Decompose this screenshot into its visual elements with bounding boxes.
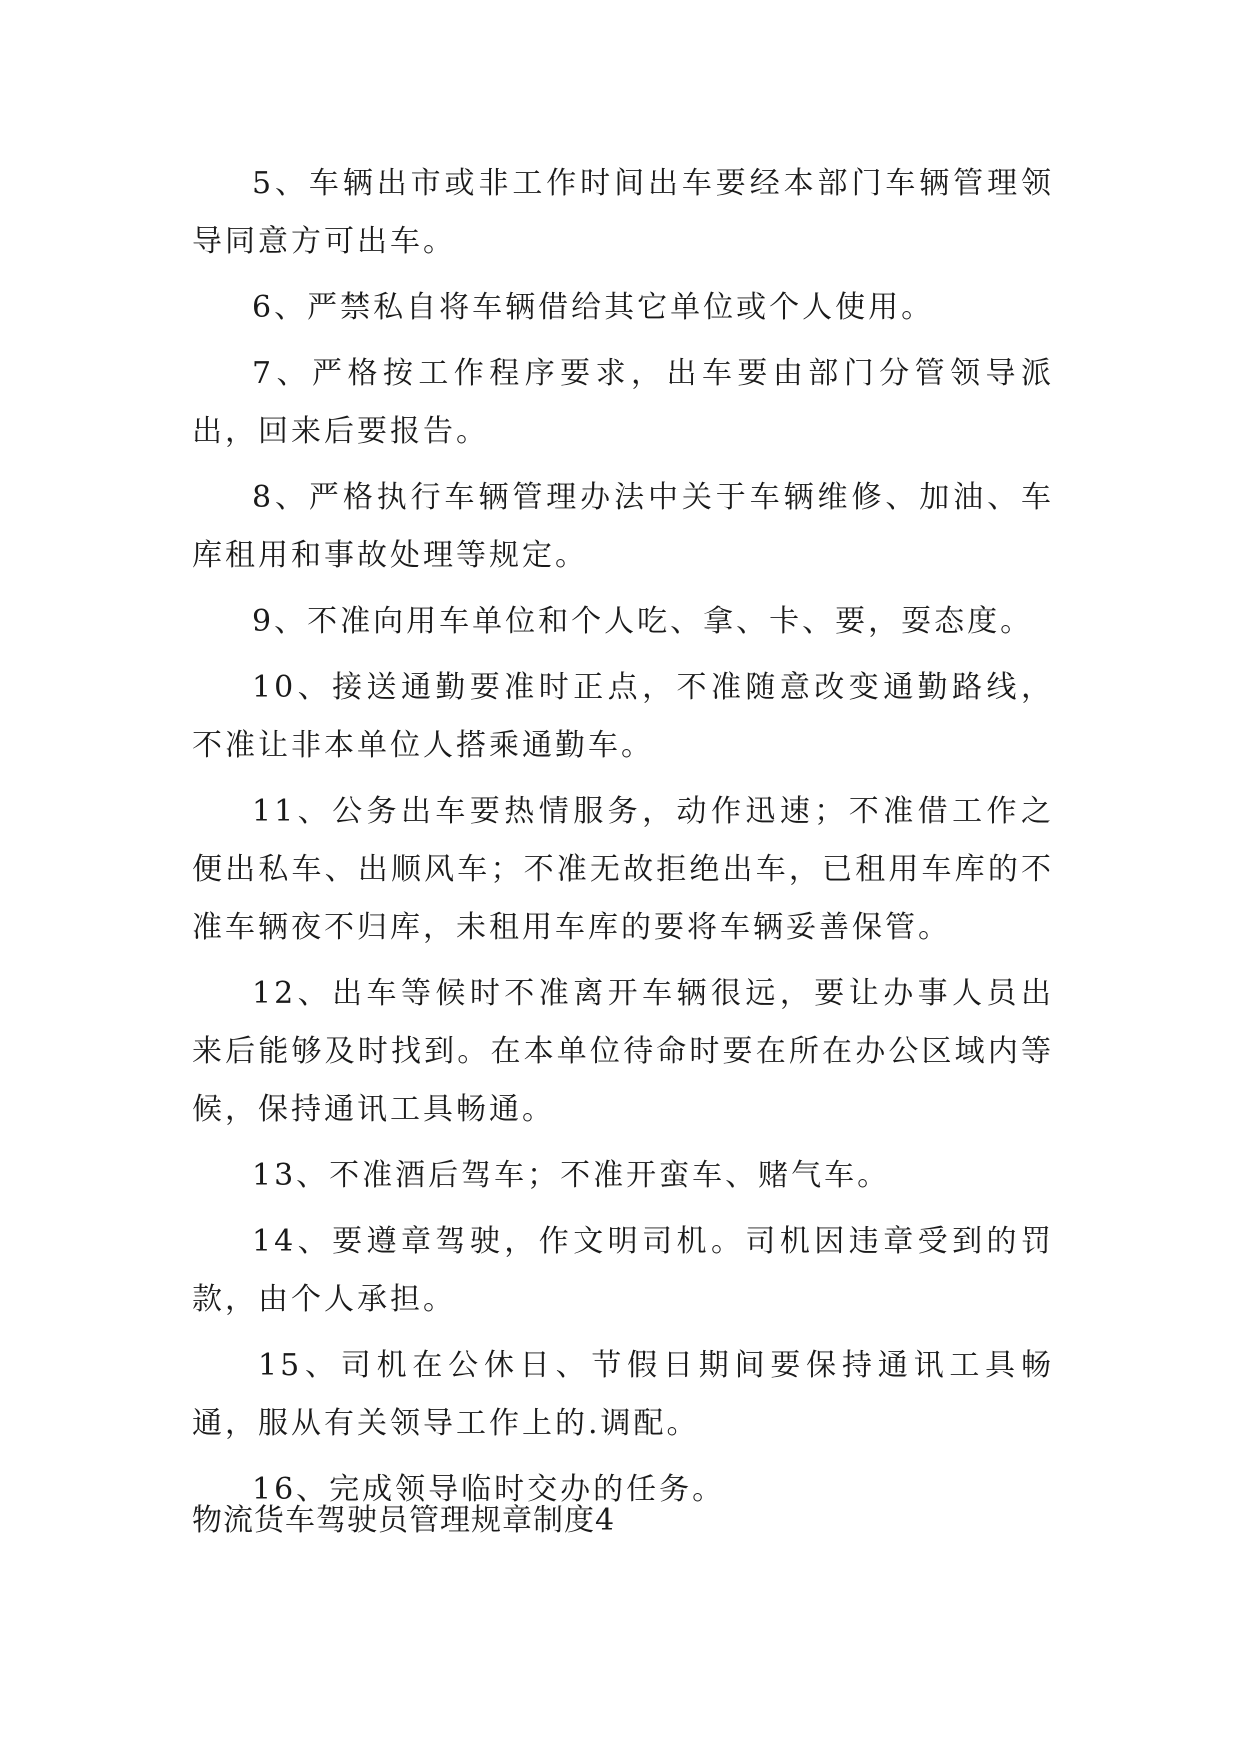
rule-paragraph-15: 15、司机在公休日、节假日期间要保持通讯工具畅通，服从有关领导工作上的.调配。 — [192, 1348, 1054, 1441]
rule-paragraph-13: 13、不准酒后驾车；不准开蛮车、赌气车。 — [252, 1158, 891, 1193]
rule-paragraph-16: 16、完成领导临时交办的任务。 — [252, 1472, 726, 1507]
rule-paragraph-10: 10、接送通勤要准时正点，不准随意改变通勤路线，不准让非本单位人搭乘通勤车。 — [192, 670, 1054, 763]
rule-paragraph-8: 8、严格执行车辆管理办法中关于车辆维修、加油、车库租用和事故处理等规定。 — [192, 480, 1054, 573]
rule-paragraph-5: 5、车辆出市或非工作时间出车要经本部门车辆管理领导同意方可出车。 — [192, 166, 1054, 259]
rule-paragraph-11: 11、公务出车要热情服务，动作迅速；不准借工作之便出私车、出顺风车；不准无故拒绝出车，已租用车库的不准车辆夜不归库，未租用车库的要将车辆妥善保管。 — [192, 794, 1054, 945]
rule-paragraph-14: 14、要遵章驾驶，作文明司机。司机因违章受到的罚款，由个人承担。 — [192, 1224, 1054, 1317]
section-title: 物流货车驾驶员管理规章制度4 — [192, 1503, 616, 1538]
rule-paragraph-9: 9、不准向用车单位和个人吃、拿、卡、要，耍态度。 — [252, 604, 1034, 639]
rule-paragraph-7: 7、严格按工作程序要求，出车要由部门分管领导派出，回来后要报告。 — [192, 356, 1054, 449]
document-body — [192, 155, 1054, 1527]
rule-paragraph-6: 6、严禁私自将车辆借给其它单位或个人使用。 — [252, 290, 935, 325]
rule-paragraph-12: 12、出车等候时不准离开车辆很远，要让办事人员出来后能够及时找到。在本单位待命时要在所在办公区域内等候，保持通讯工具畅通。 — [192, 976, 1054, 1127]
